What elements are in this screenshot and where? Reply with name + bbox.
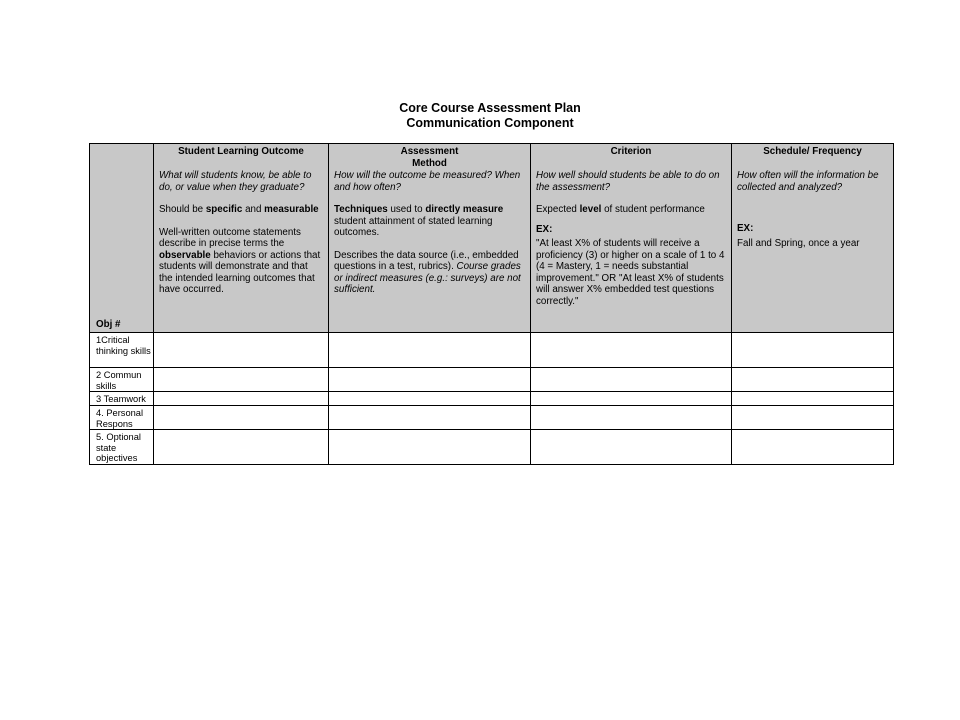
table-cell: [732, 333, 894, 368]
table-cell: [732, 430, 894, 465]
table-cell: [154, 430, 329, 465]
method-header-cell: [329, 144, 531, 333]
criterion-header-cell: [531, 144, 732, 333]
method-paragraph-2: Techniques used to directly measure student attainment of stated learning outcomes.: [334, 204, 504, 238]
table-cell: [329, 333, 531, 368]
table-row: [90, 406, 894, 430]
table-row: [90, 368, 894, 392]
table-cell: [732, 392, 894, 406]
schedule-header-cell: [732, 144, 894, 333]
header-row: [90, 144, 894, 333]
method-question: How will the outcome be measured? When and how often?: [334, 170, 521, 193]
slo-header-cell: [154, 144, 329, 333]
method-column-title: Assessment Method: [400, 146, 459, 169]
title-line-2: Communication Component: [406, 116, 574, 130]
table-cell: [732, 406, 894, 430]
table-cell: [154, 406, 329, 430]
schedule-example-text: Fall and Spring, once a year: [737, 237, 860, 249]
assessment-plan-table: [89, 143, 894, 465]
table-cell: [329, 392, 531, 406]
schedule-example-label: EX:: [737, 223, 754, 234]
slo-question: What will students know, be able to do, or value when they graduate?: [159, 170, 312, 193]
table-cell: [531, 430, 732, 465]
objective-label: 2 Commun skills: [90, 368, 154, 392]
objective-label: 5. Optional state objectives: [90, 430, 154, 465]
schedule-column-title: Schedule/ Frequency: [763, 146, 862, 157]
table-cell: [329, 430, 531, 465]
slo-paragraph-2: Should be specific and measurable: [159, 204, 319, 215]
table-cell: [531, 333, 732, 368]
obj-header-label: Obj #: [96, 318, 121, 330]
criterion-example-text: "At least X% of students will receive a proficiency (3) or higher on a scale of 1 to 4 (4 = Mastery, 1 = needs substantial improvement." OR "At least X% of students will answer X% embedded test questions correctly.": [536, 238, 725, 307]
table-cell: [154, 333, 329, 368]
table-row: [90, 333, 894, 368]
objective-label: 4. Personal Respons: [90, 406, 154, 430]
method-paragraph-3: Describes the data source (i.e., embedded questions in a test, rubrics). Course grades or indirect measures (e.g.: surveys) are not sufficient.: [334, 249, 521, 295]
criterion-paragraph-2: Expected level of student performance: [536, 204, 705, 215]
slo-column-title: Student Learning Outcome: [178, 146, 304, 157]
table-cell: [329, 406, 531, 430]
document-title: [0, 101, 960, 131]
criterion-example-label: EX:: [536, 223, 553, 235]
table-row: [90, 392, 894, 406]
criterion-column-title: Criterion: [610, 146, 652, 157]
table-cell: [732, 368, 894, 392]
objective-label: 3 Teamwork: [90, 392, 154, 406]
slo-paragraph-3: Well-written outcome statements describe in precise terms the observable behaviors or actions that students will demonstrate and that the intended learning outcomes that have occurred.: [159, 226, 321, 295]
criterion-question: How well should students be able to do on the assessment?: [536, 170, 720, 193]
table-row: [90, 430, 894, 465]
obj-header-cell: [90, 144, 154, 333]
title-line-1: Core Course Assessment Plan: [399, 101, 581, 115]
table-cell: [329, 368, 531, 392]
objective-label: 1Critical thinking skills: [90, 333, 154, 368]
table-cell: [531, 406, 732, 430]
table-cell: [531, 368, 732, 392]
table-cell: [531, 392, 732, 406]
table-cell: [154, 368, 329, 392]
table-cell: [154, 392, 329, 406]
schedule-question: How often will the information be collected and analyzed?: [737, 170, 879, 193]
